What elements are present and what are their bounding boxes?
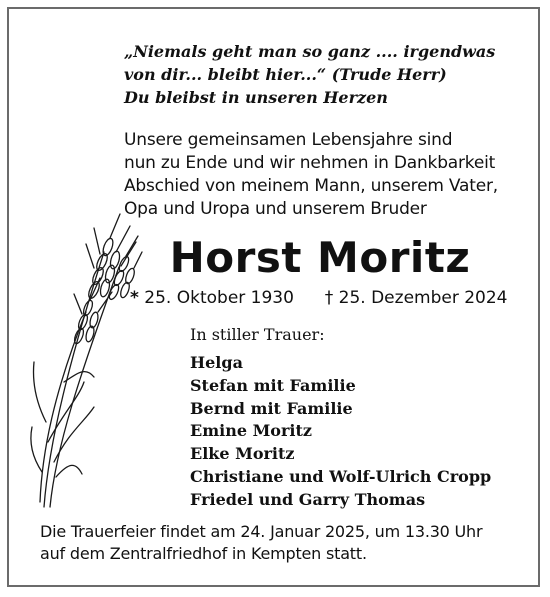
intro-line-3: Abschied von meinem Mann, unserem Vater, <box>124 176 498 196</box>
mourner-name: Bernd mit Familie <box>190 398 353 418</box>
mourner-list <box>190 352 530 512</box>
mourner-name: Elke Moritz <box>190 444 295 464</box>
birth-date: 25. Oktober 1930 <box>144 288 294 308</box>
mourning-label: In stiller Trauer: <box>190 325 325 344</box>
quote-block <box>124 40 524 109</box>
death-symbol: † <box>324 288 334 308</box>
quote-line-2: von dir... bleibt hier...“ (Trude Herr) <box>124 65 447 84</box>
intro-line-1: Unsere gemeinsamen Lebensjahre sind <box>124 130 453 150</box>
death-date: 25. Dezember 2024 <box>338 288 508 308</box>
mourner-name: Christiane und Wolf-Ulrich Cropp <box>190 466 492 486</box>
mourner-name: Emine Moritz <box>190 421 312 441</box>
funeral-info-line-1: Die Trauerfeier findet am 24. Januar 2025, um 13.30 Uhr <box>40 522 483 541</box>
quote-line-3: Du bleibst in unseren Herzen <box>124 88 388 107</box>
birth-symbol: * <box>130 288 139 308</box>
funeral-info <box>40 521 540 565</box>
mourner-name: Helga <box>190 353 243 372</box>
life-dates <box>130 287 530 309</box>
mourner-name: Friedel und Garry Thomas <box>190 489 426 509</box>
deceased-name: Horst Moritz <box>169 233 471 282</box>
intro-text <box>124 129 534 221</box>
mourner-name: Stefan mit Familie <box>190 375 356 395</box>
quote-line-1: „Niemals geht man so ganz .... irgendwas <box>124 42 496 61</box>
funeral-info-line-2: auf dem Zentralfriedhof in Kempten statt. <box>40 544 367 563</box>
intro-line-4: Opa und Uropa und unserem Bruder <box>124 199 427 219</box>
intro-line-2: nun zu Ende und wir nehmen in Dankbarkeit <box>124 153 496 173</box>
